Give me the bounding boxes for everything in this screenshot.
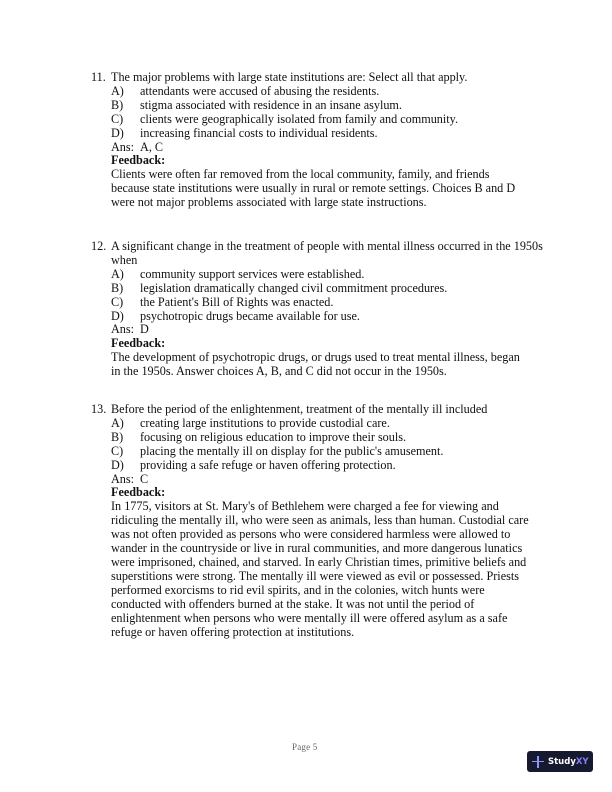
answer-line: [91, 323, 551, 337]
question-text: Before the period of the enlightenment, treatment of the mentally ill included: [111, 402, 488, 416]
option-text: creating large institutions to provide custodial care.: [140, 415, 390, 430]
option-letter: C): [111, 443, 124, 458]
option-text: the Patient's Bill of Rights was enacted.: [140, 294, 334, 309]
answer-value: A, C: [140, 139, 164, 154]
feedback-label: Feedback:: [111, 485, 166, 500]
feedback-label: Feedback:: [111, 153, 166, 168]
option-letter: A): [111, 83, 124, 98]
answer-label: Ans:: [111, 139, 135, 154]
question-12: [91, 240, 551, 379]
option-c: [91, 296, 551, 310]
feedback-text: Clients were often far removed from the local community, family, and friends because state institutions were usually in rural or remote settings. Choices B and D were not major problems associated with large state instructions.: [111, 167, 516, 210]
option-text: legislation dramatically changed civil commitment procedures.: [140, 280, 448, 295]
option-text: attendants were accused of abusing the residents.: [140, 83, 380, 98]
option-a: [91, 268, 551, 282]
option-b: [91, 282, 551, 296]
option-letter: B): [111, 429, 124, 444]
question-number: 13.: [91, 402, 107, 416]
option-letter: D): [111, 308, 124, 323]
question-stem: [91, 71, 551, 85]
option-text: clients were geographically isolated from family and community.: [140, 111, 459, 126]
option-letter: B): [111, 97, 124, 112]
option-text: psychotropic drugs became available for use.: [140, 308, 360, 323]
feedback-text: The development of psychotropic drugs, or drugs used to treat mental illness, began in the 1950s. Answer choices A, B, and C did not occur in the 1950s.: [111, 350, 520, 379]
option-letter: C): [111, 111, 124, 126]
question-text: The major problems with large state institutions are: Select all that apply.: [111, 70, 468, 84]
option-text: increasing financial costs to individual residents.: [140, 125, 378, 140]
option-letter: A): [111, 415, 124, 430]
option-letter: D): [111, 457, 124, 472]
option-d: [91, 127, 551, 141]
option-c: [91, 113, 551, 127]
option-letter: B): [111, 280, 124, 295]
question-stem: [91, 403, 551, 417]
answer-line: [91, 141, 551, 155]
badge-text-accent: XY: [575, 756, 589, 767]
option-b: [91, 99, 551, 113]
feedback-text: In 1775, visitors at St. Mary's of Bethlehem were charged a fee for viewing and ridiculing the mentally ill, who were seen as animals, less than human. Custodial care was not often provided as persons who were considered harmless were allowed to wander in the countryside or live in rural communities, and more dangerous lunatics were imprisoned, chained, and starved. In early Christian times, primitive beliefs and superstitions were strong. The mentally ill were viewed as evil or possessed. Priests performed exorcisms to rid evil spirits, and in the colonies, witch hunts were conducted with offenders burned at the stake. It was not until the period of enlightenment when persons who were mentally ill were offered asylum as a safe refuge or haven offering protection at institutions.: [111, 499, 529, 639]
answer-label: Ans:: [111, 322, 135, 337]
option-text: community support services were established.: [140, 266, 365, 281]
question-stem: [91, 240, 551, 268]
option-text: focusing on religious education to improve their souls.: [140, 429, 407, 444]
option-letter: A): [111, 266, 124, 281]
option-b: [91, 431, 551, 445]
question-number: 11.: [91, 70, 106, 84]
option-a: [91, 85, 551, 99]
question-11: [91, 71, 551, 210]
option-d: [91, 459, 551, 473]
answer-line: [91, 473, 551, 487]
option-d: [91, 310, 551, 324]
badge-text-main: Study: [548, 756, 576, 767]
question-number: 12.: [91, 239, 107, 253]
answer-label: Ans:: [111, 471, 135, 486]
plus-icon: [531, 755, 545, 769]
feedback-label: Feedback:: [111, 336, 166, 351]
option-text: placing the mentally ill on display for the public's amusement.: [140, 443, 444, 458]
answer-value: D: [140, 322, 149, 337]
question-13: [91, 403, 551, 639]
option-letter: D): [111, 125, 124, 140]
option-c: [91, 445, 551, 459]
page-number: Page 5: [292, 742, 318, 752]
option-a: [91, 417, 551, 431]
option-text: providing a safe refuge or haven offering protection.: [140, 457, 396, 472]
answer-value: C: [140, 471, 149, 486]
question-text: A significant change in the treatment of people with mental illness occurred in the 1950s when: [111, 239, 543, 267]
studyxy-badge[interactable]: [527, 751, 593, 772]
option-text: stigma associated with residence in an insane asylum.: [140, 97, 402, 112]
option-letter: C): [111, 294, 124, 309]
